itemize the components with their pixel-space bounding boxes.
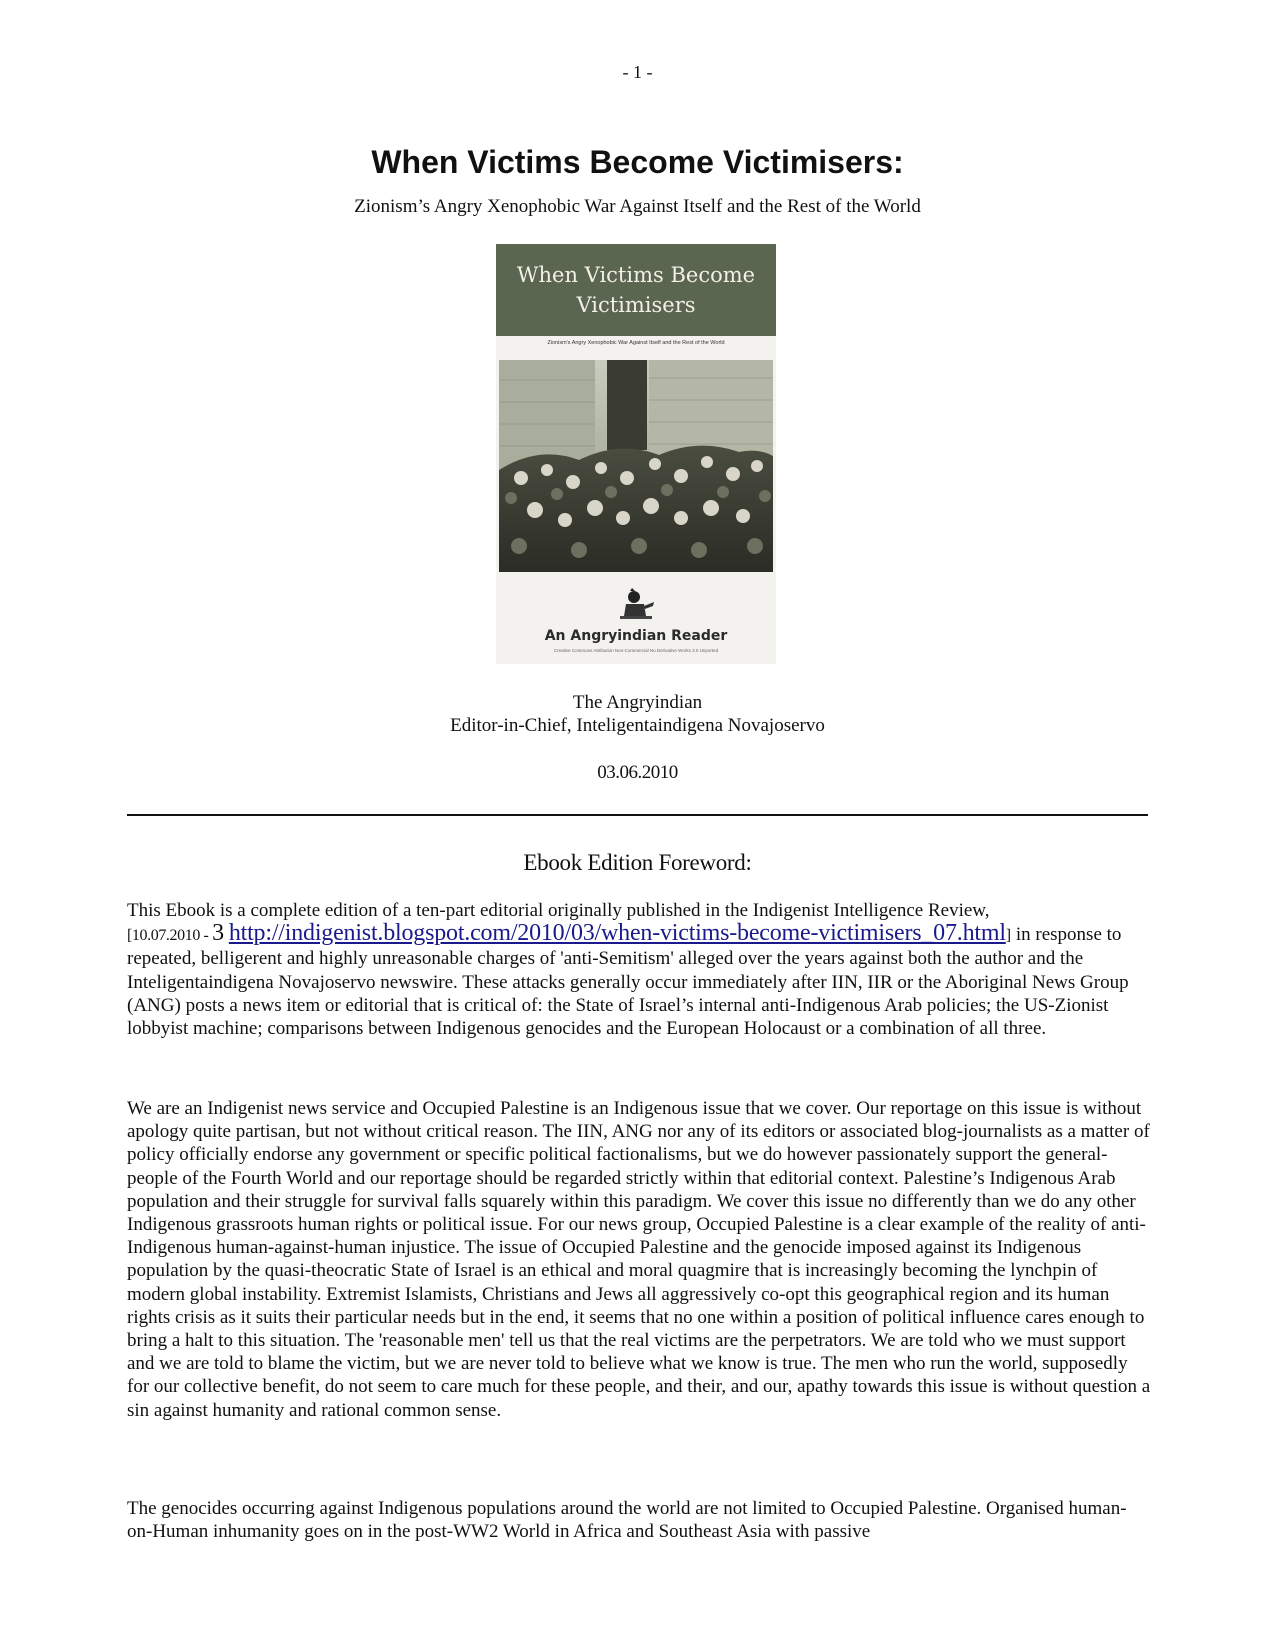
paragraph-1 (127, 899, 1151, 1040)
reference-close: ] (1005, 927, 1012, 945)
paragraph-2: We are an Indigenist news service and Occupied Palestine is an Indigenous issue that we cover. Our reportage on this issue is without apology quite partisan, but not without critical reason. The IIN, ANG nor any of its editors or associated blog-journalists as a matter of policy officially endorse any government or specific political factionalisms, but we do however passionately support the general-people of the Fourth World and our reportage should be regarded strictly within that editorial context. Palestine’s Indigenous Arab population and their struggle for survival falls squarely within this paradigm. We cover this issue no differently than we do any other Indigenous grassroots human rights or political issue. For our news group, Occupied Palestine is a clear example of the reality of anti-Indigenous human-against-human injustice. The issue of Occupied Palestine and the genocide imposed against its Indigenous population by the quasi-theocratic State of Israel is an ethical and moral quagmire that is increasingly becoming the lynchpin of modern global instability. Extremist Islamists, Christians and Jews all aggressively co-opt this geographical region and its human rights crisis as it suits their particular needs but in the end, it seems that no one within a position of political influence cares enough to bring a halt to this situation. The 'reasonable men' tell us that the real victims are the perpetrators. We are told who we must support and we are told to blame the victim, but we are never told to believe what we know is true. The men who run the world, supposedly for our collective benefit, do not seem to care much for these people, and their, and our, apathy towards this issue is without question a sin against humanity and rational common sense. (127, 1098, 1151, 1421)
paragraph-1-intro: This Ebook is a complete edition of a ten-part editorial originally published in the Indigenist Intelligence Review, (127, 900, 990, 921)
reference-date: [10.07.2010 - (127, 927, 213, 945)
cover-header (496, 244, 776, 336)
paragraph-3: The genocides occurring against Indigenous populations around the world are not limited to Occupied Palestine. Organised human-on-Human inhumanity goes on in the post-WW2 World in Africa and Southeast Asia with passive (127, 1498, 1127, 1543)
cover-title-line2: Victimisers (576, 293, 696, 317)
cover-image (496, 244, 776, 664)
section-heading: Ebook Edition Foreword: (523, 850, 752, 875)
document-date: 03.06.2010 (597, 762, 678, 783)
paragraph-1-body: in response to repeated, belligerent and highly unreasonable charges of 'anti-Semitism' alleged over the years against both the author and the Inteligentaindigena Novajoservo newswire. These attacks generally occur immediately after IIN, IIR or the Aboriginal News Group (ANG) posts a news item or editorial that is critical of: the State of Israel’s internal anti-Indigenous Arab policies; the US-Zionist lobbyist machine; comparisons between Indigenous genocides and the European Holocaust or a combination of all three. (127, 924, 1129, 1040)
reference-number: 3 (212, 920, 225, 947)
cover-subtitle: Zionism's Angry Xenophobic War Against Itself and the Rest of the World (547, 340, 725, 346)
cover-title-line1: When Victims Become (516, 263, 756, 287)
document-title: When Victims Become Victimisers: (371, 144, 904, 180)
cover-license: Creative Commons Attribution Non-Commercial No Derivative Works 3.0 Unported (553, 648, 719, 653)
page-number: - 1 - (622, 62, 653, 82)
divider (127, 814, 1148, 816)
cover-brand: An Angryindian Reader (544, 628, 728, 644)
angryindian-logo-icon (616, 588, 656, 622)
source-link[interactable]: http://indigenist.blogspot.com/2010/03/when-victims-become-victimisers_07.html (228, 920, 1006, 947)
author-name: The Angryindian (572, 692, 703, 713)
crowd-photo (499, 360, 773, 572)
document-subtitle: Zionism’s Angry Xenophobic War Against Itself and the Rest of the World (354, 196, 921, 217)
author-role: Editor-in-Chief, Inteligentaindigena Novajoservo (450, 715, 825, 736)
